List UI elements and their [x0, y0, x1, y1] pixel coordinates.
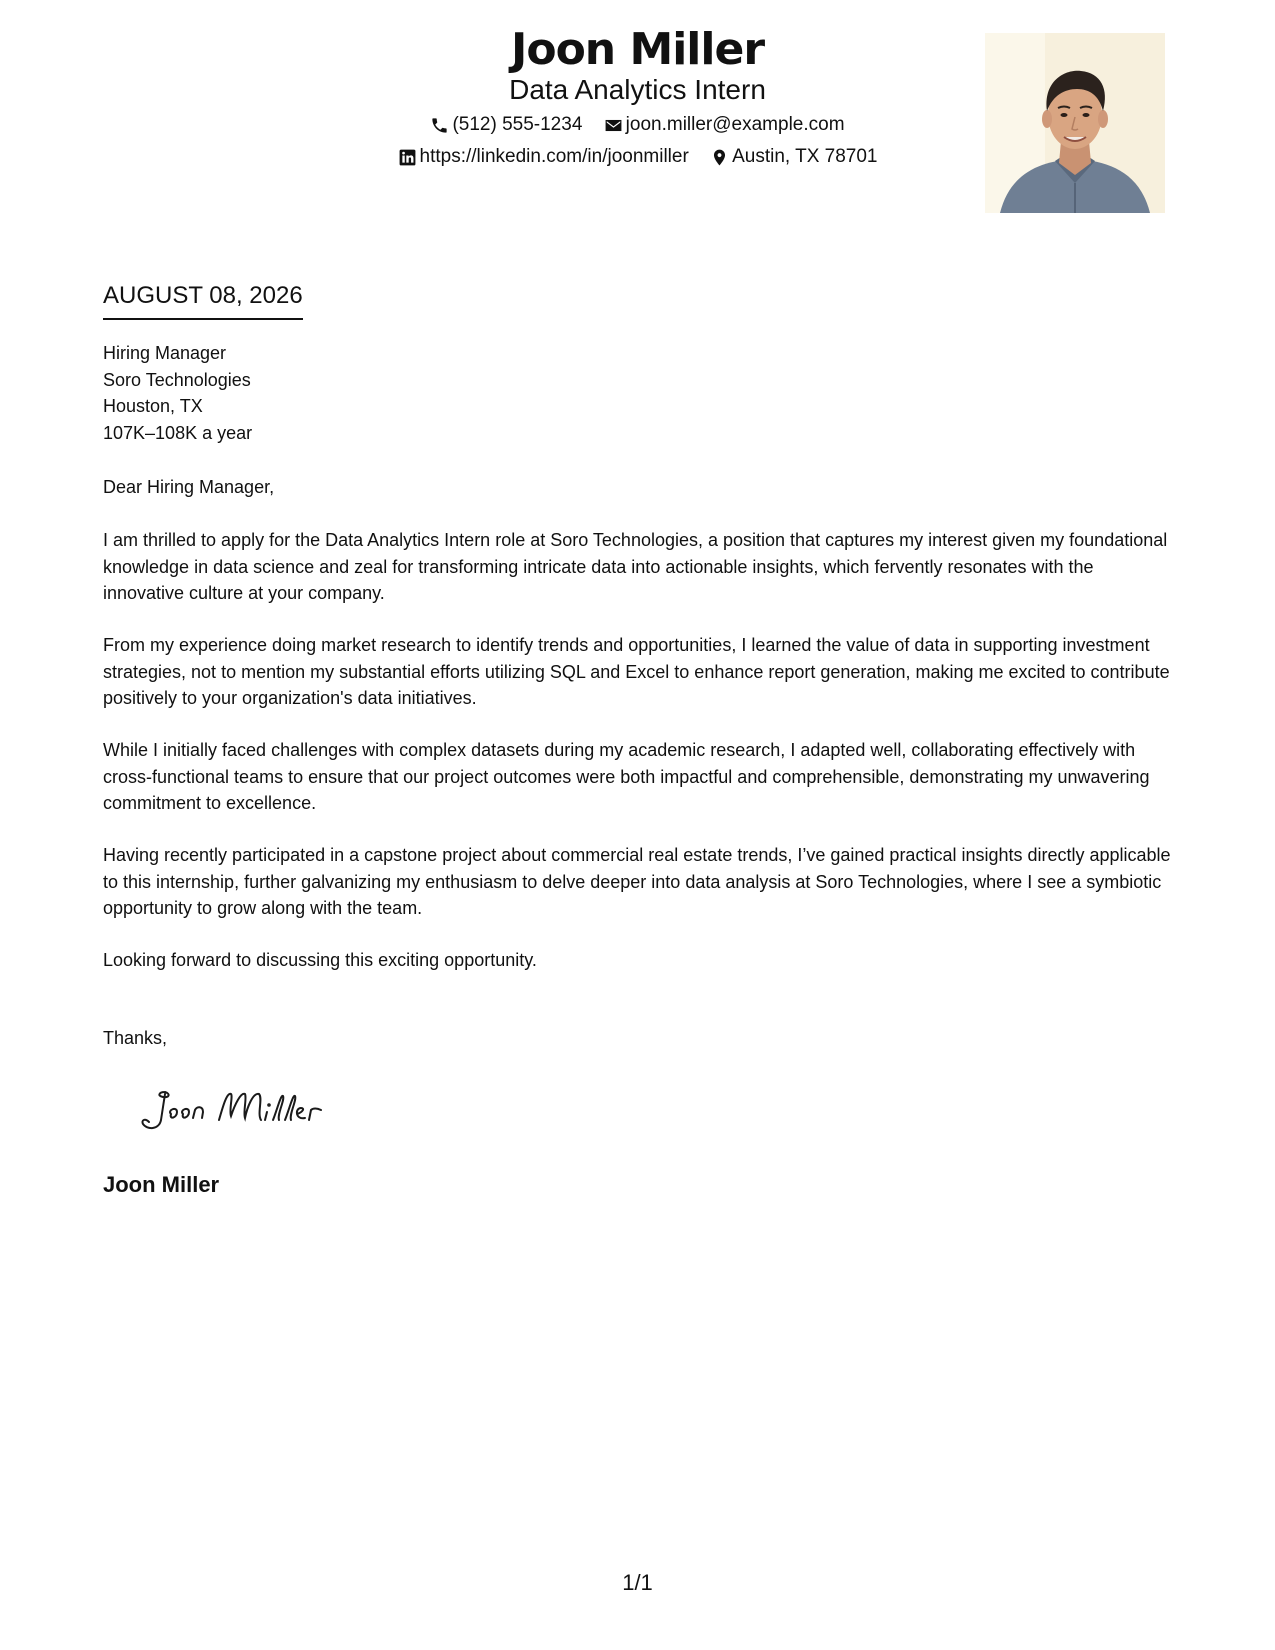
contact-phone — [430, 112, 582, 138]
paragraph-3: While I initially faced challenges with complex datasets during my academic research, I adapted well, collaborating effectively with cross-functional teams to ensure that our project outcomes were both impactful and comprehensible, demonstrating my unwavering commitment to excellence. — [103, 740, 1150, 813]
handwritten-signature — [135, 1080, 335, 1140]
letter-date: AUGUST 08, 2026 — [103, 280, 303, 320]
applicant-photo — [985, 33, 1165, 213]
phone-text: (512) 555-1234 — [452, 114, 583, 135]
contact-linkedin[interactable] — [398, 144, 689, 170]
applicant-title: Data Analytics Intern — [509, 74, 766, 105]
email-text[interactable]: joon.miller@example.com — [625, 114, 845, 135]
portrait-image — [985, 33, 1165, 213]
map-pin-icon — [710, 148, 729, 167]
recipient-block — [103, 340, 1173, 446]
signature-image — [135, 1080, 335, 1140]
applicant-name: Joon Miller — [510, 24, 765, 75]
greeting: Dear Hiring Manager, — [103, 477, 275, 497]
recipient-name: Hiring Manager — [103, 343, 227, 363]
recipient-salary: 107K–108K a year — [103, 422, 253, 443]
phone-icon — [430, 116, 449, 135]
paragraph-1: I am thrilled to apply for the Data Analytics Intern role at Soro Technologies, a position that captures my interest given my foundational knowledge in data science and zeal for transforming intricate data into actionable insights, which fervently resonates with the innovative culture at your company. — [103, 530, 1168, 603]
paragraph-4: Having recently participated in a capstone project about commercial real estate trends, I’ve gained practical insights directly applicable to this internship, further galvanizing my enthusiasm to delve deeper into data analysis at Soro Technologies, where I see a symbiotic opportunity to grow along with the team. — [103, 845, 1171, 918]
contact-location — [710, 144, 877, 170]
contact-email[interactable] — [604, 112, 845, 138]
signed-name: Joon Miller — [103, 1172, 220, 1197]
page-number: 1/1 — [622, 1570, 653, 1595]
envelope-icon — [604, 116, 623, 135]
closing: Thanks, — [103, 1028, 168, 1048]
location-text: Austin, TX 78701 — [732, 146, 878, 167]
linkedin-text[interactable]: https://linkedin.com/in/joonmiller — [419, 146, 689, 167]
linkedin-icon — [398, 148, 417, 167]
recipient-location: Houston, TX — [103, 396, 203, 416]
paragraph-5: Looking forward to discussing this exciting opportunity. — [103, 950, 537, 970]
letter-header — [0, 0, 1275, 230]
recipient-company: Soro Technologies — [103, 369, 251, 390]
paragraph-2: From my experience doing market research to identify trends and opportunities, I learned the value of data in supporting investment strategies, not to mention my substantial efforts utilizing SQL and Excel to enhance report generation, making me excited to contribute positively to your organization's data initiatives. — [103, 635, 1170, 708]
